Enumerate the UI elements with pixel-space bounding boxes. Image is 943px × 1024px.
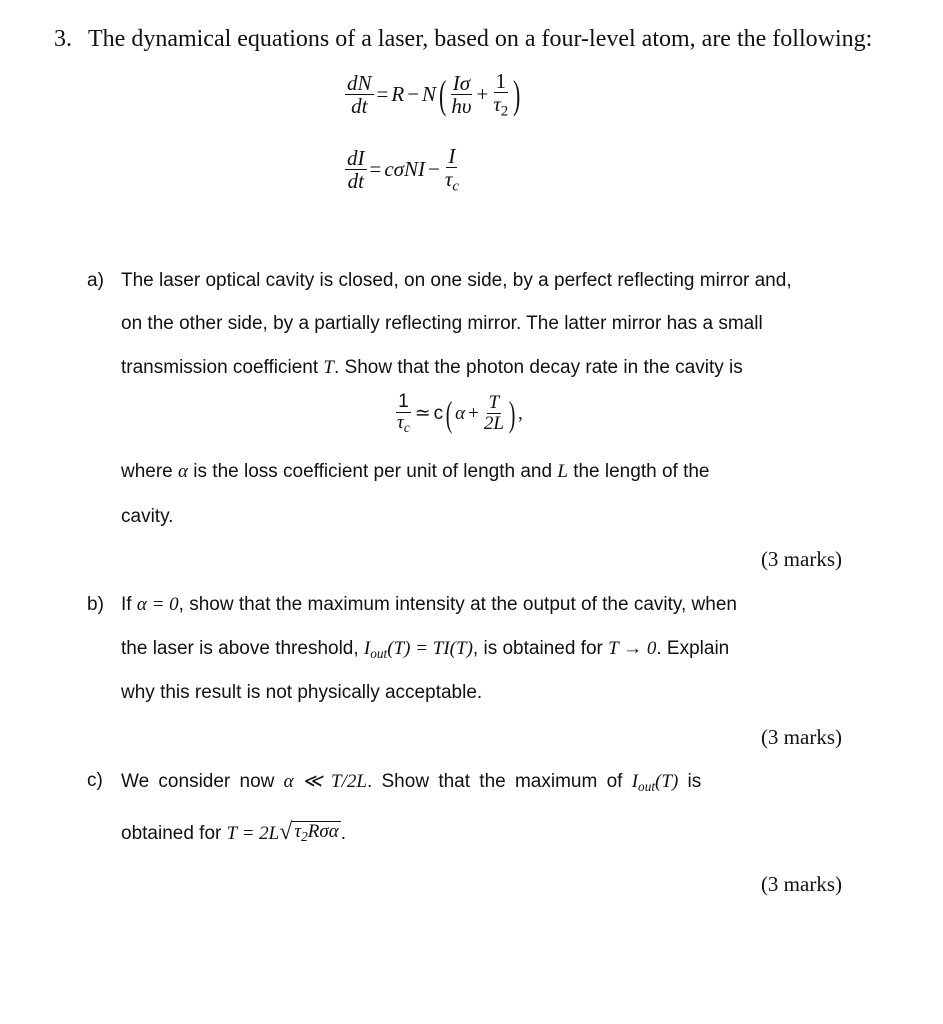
- equation-di-dt: $\frac{dI}{dt}$ = cσNI − $\frac{I}{\tau_c}$: [347, 144, 459, 195]
- part-c-marks: (3 marks): [760, 872, 842, 896]
- fraction-one-over-tau2: $\frac{1}{\tau_2}$: [493, 69, 509, 120]
- question-header: [54, 26, 872, 53]
- equation-dn-dt: $\frac{dN}{dt}$ = R − N ( $\frac{I\sigma}{h\upsilon}$ + $\frac{1}{\tau_2}$ ): [347, 69, 521, 120]
- part-a-line-5: cavity.: [121, 506, 174, 527]
- part-a-line-1: The laser optical cavity is closed, on one side, by a perfect reflecting mirror and,: [121, 270, 792, 291]
- equation-decay-rate: $\frac{1}{\tau_c}$ ≃ c ( α + $\frac{T}{2L}$ ) ,: [397, 391, 523, 435]
- fraction-one-over-tauc: $\frac{1}{\tau_c}$: [397, 391, 410, 435]
- fraction-i-over-tauc: $\frac{I}{\tau_c}$: [444, 144, 459, 195]
- fraction-i-sigma-h-nu: $\frac{I\sigma}{h\upsilon}$: [451, 70, 472, 118]
- part-c-line-2: obtained for T = 2L √ $\tau_2R\sigma\alpha$ .: [121, 819, 347, 845]
- part-b-line-3: why this result is not physically acceptable.: [121, 682, 483, 703]
- part-b-line-2: the laser is above threshold, $I_{out}(T) = TI(T)$, is obtained for T → 0. Explain: [121, 638, 730, 661]
- part-a-marks: (3 marks): [760, 547, 842, 571]
- part-b-label: b): [87, 594, 104, 615]
- fraction-di-dt: $\frac{dI}{dt}$: [347, 145, 365, 193]
- part-b-marks: (3 marks): [760, 725, 842, 749]
- part-a-line-2: on the other side, by a partially reflecting mirror. The latter mirror has a small: [121, 313, 763, 334]
- question-number: 3.: [54, 26, 72, 52]
- part-c-label: c): [87, 770, 103, 791]
- part-a-line-3: transmission coefficient T. Show that the photon decay rate in the cavity is: [121, 357, 743, 378]
- part-a-label: a): [87, 270, 104, 291]
- part-a-line-4: where α is the loss coefficient per unit of length and L the length of the: [121, 461, 710, 482]
- square-root: √ $\tau_2R\sigma\alpha$: [279, 819, 339, 845]
- right-paren: ): [513, 71, 521, 117]
- fraction-t-over-2l: $\frac{T}{2L}$: [483, 391, 504, 434]
- fraction-dn-dt: $\frac{dN}{dt}$: [347, 70, 372, 118]
- part-c-line-1: We consider now α ≪ T/2L. Show that the maximum of $I_{out}(T)$ is: [121, 771, 702, 794]
- question-intro: The dynamical equations of a laser, based on a four-level atom, are the following:: [88, 26, 873, 52]
- left-paren: (: [439, 71, 447, 117]
- part-b-line-1: If α = 0, show that the maximum intensity at the output of the cavity, when: [121, 594, 737, 615]
